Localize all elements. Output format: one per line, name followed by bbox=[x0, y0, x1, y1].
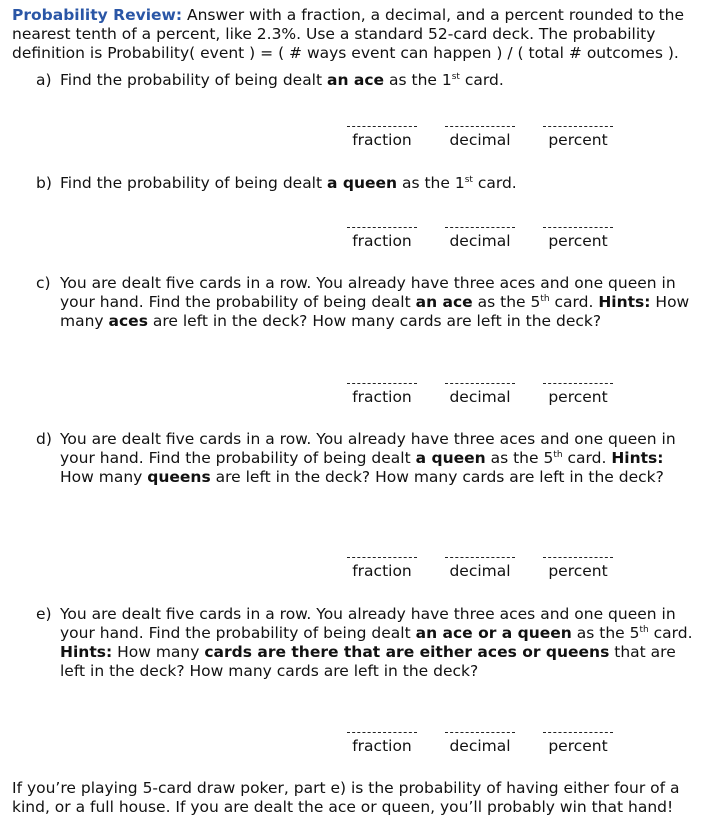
answer-blanks-a bbox=[345, 126, 625, 158]
question-e bbox=[36, 605, 696, 681]
question-text: Find the probability of being dealt a queen as the 1st card. bbox=[60, 174, 517, 192]
worksheet-heading: Probability Review: bbox=[12, 6, 183, 24]
intro-text: Answer with a fraction, a decimal, and a percent rounded to the nearest tenth of a percent, like 2.3%. Use a standard 52-card deck. The probability definition is Probability( event ) = ( # ways event can happen ) / ( total # outcomes ). bbox=[12, 6, 685, 62]
answer-blanks-d bbox=[345, 557, 625, 589]
question-text: You are dealt five cards in a row. You already have three aces and one queen in your hand. Find the probability of being dealt an ace or a queen as the 5th card. Hints: How many cards are there that are either aces or queens that are left in the deck? How many cards are left in the deck? bbox=[60, 605, 693, 680]
fraction-answer-blank[interactable]: fraction bbox=[345, 126, 419, 149]
question-label: a) bbox=[36, 71, 52, 89]
fraction-answer-blank[interactable]: fraction bbox=[345, 383, 419, 406]
fraction-answer-blank[interactable]: fraction bbox=[345, 557, 419, 580]
decimal-answer-blank[interactable]: decimal bbox=[443, 732, 517, 755]
fraction-answer-blank[interactable]: fraction bbox=[345, 732, 419, 755]
answer-blanks-b bbox=[345, 227, 625, 259]
question-label: d) bbox=[36, 430, 52, 448]
decimal-answer-blank[interactable]: decimal bbox=[443, 227, 517, 250]
question-label: e) bbox=[36, 605, 52, 623]
question-text: You are dealt five cards in a row. You already have three aces and one queen in your hand. Find the probability of being dealt a queen as the 5th card. Hints: How many queens are left in the deck? How many cards are left in the deck? bbox=[60, 430, 676, 486]
answer-blanks-e bbox=[345, 732, 625, 764]
answer-blanks-c bbox=[345, 383, 625, 415]
question-text: Find the probability of being dealt an ace as the 1st card. bbox=[60, 71, 504, 89]
decimal-answer-blank[interactable]: decimal bbox=[443, 126, 517, 149]
question-d bbox=[36, 430, 696, 487]
percent-answer-blank[interactable]: percent bbox=[541, 126, 615, 149]
percent-answer-blank[interactable]: percent bbox=[541, 732, 615, 755]
fraction-answer-blank[interactable]: fraction bbox=[345, 227, 419, 250]
percent-answer-blank[interactable]: percent bbox=[541, 227, 615, 250]
percent-answer-blank[interactable]: percent bbox=[541, 383, 615, 406]
percent-answer-blank[interactable]: percent bbox=[541, 557, 615, 580]
intro-paragraph bbox=[12, 6, 702, 63]
question-text: You are dealt five cards in a row. You already have three aces and one queen in your hand. Find the probability of being dealt an ace as the 5th card. Hints: How many aces are left in the deck? How many cards are left in the deck? bbox=[60, 274, 690, 330]
question-label: b) bbox=[36, 174, 52, 192]
closing-note: If you’re playing 5-card draw poker, part e) is the probability of having either four of a kind, or a full house. If you are dealt the ace or queen, you’ll probably win that hand! bbox=[12, 779, 680, 816]
question-b bbox=[36, 174, 696, 193]
question-a bbox=[36, 71, 696, 90]
question-c bbox=[36, 274, 696, 331]
decimal-answer-blank[interactable]: decimal bbox=[443, 383, 517, 406]
question-label: c) bbox=[36, 274, 51, 292]
decimal-answer-blank[interactable]: decimal bbox=[443, 557, 517, 580]
